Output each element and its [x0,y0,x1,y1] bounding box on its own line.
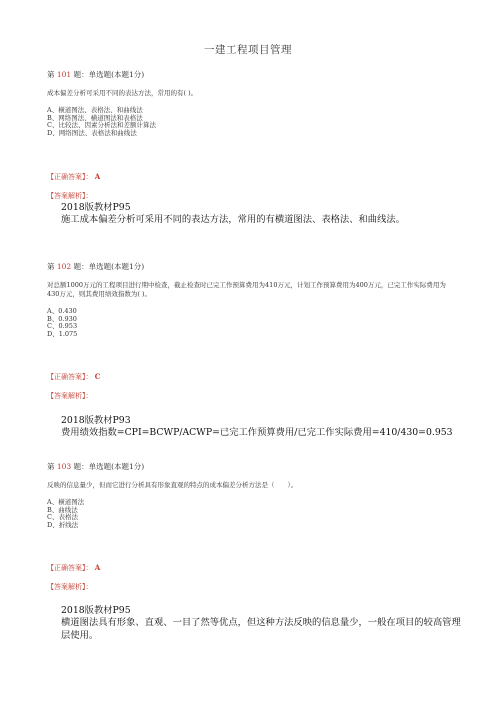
question-stem: 对总额1000万元的工程项目进行期中检查，截止检查时已完工作预算费用为410万元，计划工作预算费用为400万元，已完工作实际费用为430万元，则其费用绩效指数为( )。 [47,281,446,298]
explanation-103 [47,605,461,642]
answer-letter: A [94,172,101,181]
option-b: B、网络图法、横道图法和表格法 [47,113,143,122]
question-number: 103 [56,462,72,471]
option-a: A、横道图法、表格法、和曲线法 [47,106,143,114]
option-d: D、网络图法、表格法和曲线法 [47,128,137,137]
answer-letter: A [94,563,101,572]
option-d: D、1.075 [47,329,78,338]
answer-103 [47,563,457,573]
explanation-label-103: 【答案解析】： [47,583,93,591]
question-type: 题：单选题(本题1分) [73,462,145,471]
explanation-101 [47,202,471,227]
explanation-source: 2018版教材P93 [61,415,131,426]
explanation-text: 施工成本偏差分析可采用不同的表达方法，常用的有横道图法、表格法、和曲线法。 [61,214,405,226]
question-number: 102 [56,262,72,271]
answer-label: 【正确答案】： [47,373,93,381]
question-101 [47,70,457,137]
question-type: 题：单选题(本题1分) [73,262,145,271]
option-c: C、比较法、因素分析法和差额计算法 [47,121,156,130]
option-a: A、0.430 [47,307,77,315]
explanation-102 [47,415,471,440]
question-type: 题：单选题(本题1分) [73,70,145,79]
page-title: 一建工程项目管理 [204,44,292,56]
question-stem: 反映的信息量少，但而它进行分析具有形象直观的特点的成本偏差分析方法是（ ）。 [47,481,298,489]
answer-label: 【正确答案】： [47,173,93,181]
question-header [47,462,457,472]
question-prefix: 第 [47,70,55,79]
answer-label: 【正确答案】： [47,564,93,572]
question-number: 101 [56,70,72,79]
explanation-text: 费用绩效指数=CPI=BCWP/ACWP=已完工作预算费用/已完工作实际费用=410/430=0.953 [61,427,453,439]
option-list [47,308,457,338]
question-stem: 成本偏差分析可采用不同的表达方法，常用的有( )。 [47,89,198,97]
explanation-label-101: 【答案解析】： [47,192,93,200]
explanation-label-102: 【答案解析】： [47,392,93,400]
option-c: C、表格法 [47,513,78,522]
option-c: C、0.953 [47,322,78,331]
option-d: D、折线法 [47,520,79,529]
question-header [47,262,457,272]
option-b: B、0.930 [47,314,77,323]
option-list [47,107,457,137]
answer-102 [47,372,457,382]
question-103 [47,462,457,529]
question-prefix: 第 [47,262,55,271]
question-header [47,70,457,80]
answer-letter: C [94,372,101,381]
option-list [47,499,457,529]
explanation-source: 2018版教材P95 [61,605,131,616]
option-b: B、曲线法 [47,505,78,514]
answer-101 [47,172,457,182]
option-a: A、横道图法 [47,498,85,506]
explanation-source: 2018版教材P95 [61,202,131,213]
question-prefix: 第 [47,462,55,471]
question-102 [47,262,457,338]
explanation-text: 横道图法具有形象、直观、一目了然等优点，但这种方法反映的信息量少，一般在项目的较高管理层使用。 [61,617,461,641]
